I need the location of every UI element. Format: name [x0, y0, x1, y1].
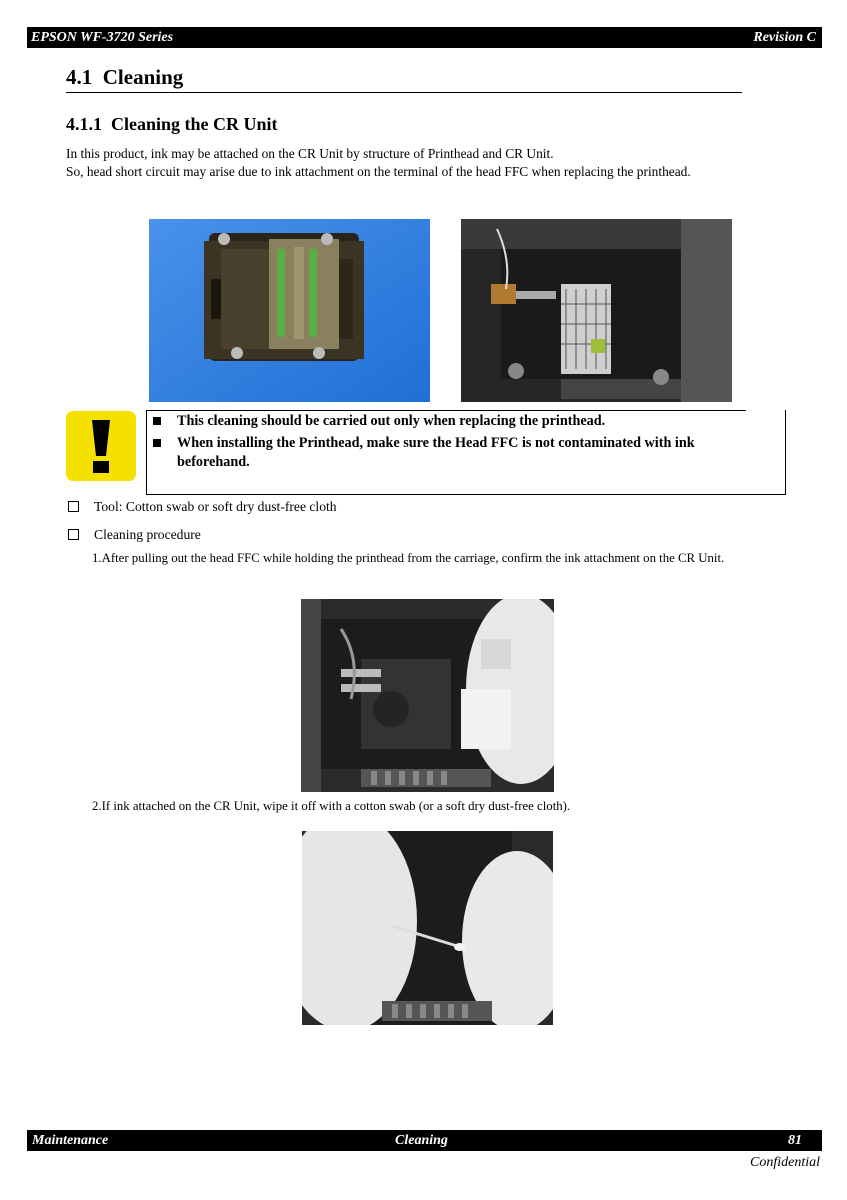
- confidential-label: Confidential: [750, 1155, 820, 1170]
- subsection-title: [66, 113, 278, 135]
- intro-line-2: So, head short circuit may arise due to ink attachment on the terminal of the head FFC when replacing the printhead.: [66, 164, 691, 179]
- page-number: 81: [788, 1133, 802, 1148]
- bullet-square-icon: [153, 439, 161, 447]
- step-2: 2.If ink attached on the CR Unit, wipe it off with a cotton swab (or a soft dry dust-free cloth).: [92, 799, 571, 813]
- step2-photo: [302, 831, 553, 1025]
- cr-unit-photo: [461, 219, 732, 402]
- subsection-number: 4.1.1: [66, 114, 102, 134]
- section-number: 4.1: [66, 65, 93, 89]
- intro-paragraph: [66, 145, 756, 181]
- printhead-photo: [149, 219, 430, 402]
- checklist-item-tool: Tool: Cotton swab or soft dry dust-free cloth: [68, 498, 337, 516]
- page-footer: [27, 1130, 822, 1151]
- subsection-title-text: Cleaning the CR Unit: [111, 114, 278, 134]
- section-title: [66, 64, 742, 93]
- header-revision: Revision C: [753, 30, 816, 45]
- section-title-text: Cleaning: [102, 65, 184, 89]
- checklist-item-procedure: Cleaning procedure: [68, 526, 201, 544]
- caution-block: [66, 410, 785, 496]
- checkbox-icon: [68, 529, 79, 540]
- footer-section: Cleaning: [395, 1133, 448, 1148]
- intro-line-1: In this product, ink may be attached on the CR Unit by structure of Printhead and CR Unit.: [66, 146, 554, 161]
- footer-chapter: Maintenance: [32, 1133, 109, 1148]
- caution-item: When installing the Printhead, make sure the Head FFC is not contaminated with ink beforehand.: [153, 434, 763, 472]
- bullet-square-icon: [153, 417, 161, 425]
- page-header: [27, 27, 822, 48]
- header-product: EPSON WF-3720 Series: [31, 30, 174, 45]
- caution-icon: [66, 411, 136, 481]
- step1-photo: [301, 599, 554, 792]
- caution-box: [146, 410, 786, 495]
- step-1: 1.After pulling out the head FFC while holding the printhead from the carriage, confirm the ink attachment on the CR Unit.: [92, 551, 725, 565]
- caution-item: This cleaning should be carried out only when replacing the printhead.: [153, 412, 763, 431]
- checkbox-icon: [68, 501, 79, 512]
